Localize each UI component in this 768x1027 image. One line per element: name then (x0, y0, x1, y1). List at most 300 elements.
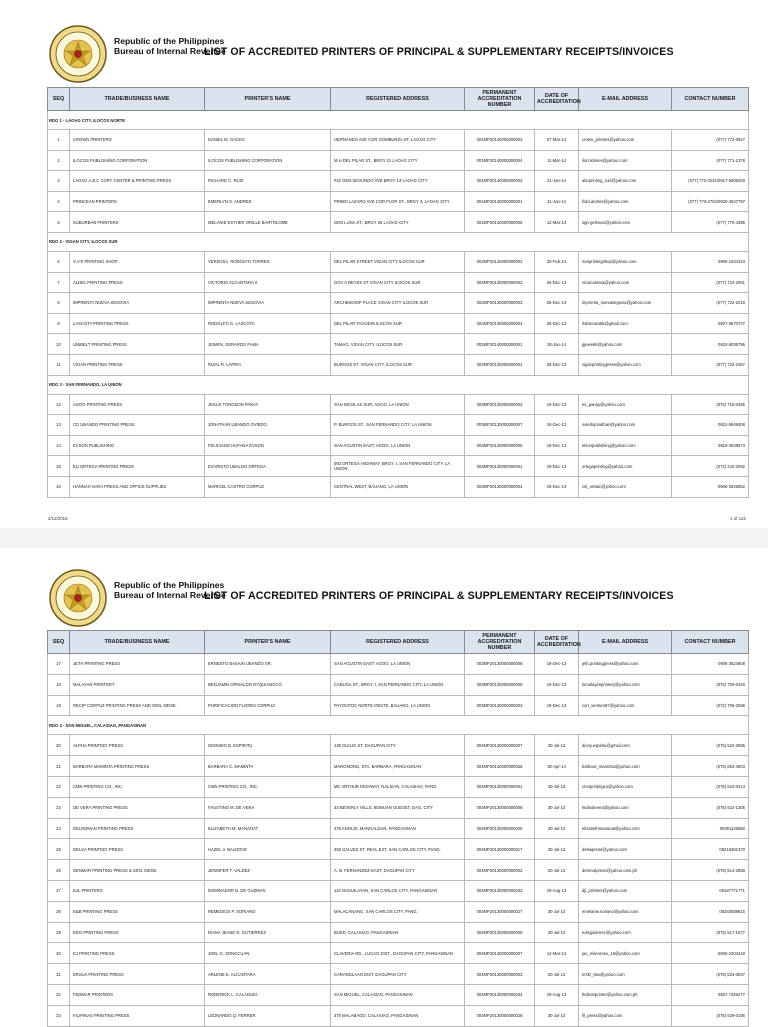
col-header-date: DATE OF ACCREDITATION (535, 631, 579, 654)
cell-email: es_panay@yahoo.com (579, 394, 672, 415)
col-header-accreditation: PERMANENT ACCREDITATION NUMBER (465, 631, 535, 654)
cell-address: 393 GALVEZ ST. REAL EXT. SAN CARLOS CITY, PANG. (331, 839, 465, 860)
cell-owner: HAZEL V. BALDOVE (205, 839, 331, 860)
cell-email: lumalayanprintery@yahoo.com (579, 674, 672, 695)
cell-address: BUED, CALASIAO, PANGASINAN (331, 922, 465, 943)
cell-accreditation: 004MP20130000000001 (465, 776, 535, 797)
cell-contact: (075) 653-4903 (672, 756, 749, 777)
cell-owner: REMEDIOS P. SORIANO (205, 901, 331, 922)
col-header-address: REGISTERED ADDRESS (331, 631, 465, 654)
cell-email: jan_milenrose_16@yahoo.com (579, 943, 672, 964)
cell-owner: IMPRENTA NUEVA SEGOVIA (205, 293, 331, 314)
table-row (48, 191, 749, 212)
cell-address: 093 ORTEGA HIGHWAY, BRGY. I, SAN FERNANDO CITY, LA UNION (331, 456, 465, 477)
cell-seq: 30 (48, 943, 70, 964)
cell-seq: 29 (48, 922, 70, 943)
cell-email: viganprintingpress@yahoo.com (579, 354, 672, 375)
cell-owner: ARLENE E. ALCANTARA (205, 964, 331, 985)
cell-email: delsapress@yahoo.com (579, 839, 672, 860)
cell-address: GOV A REYES ST VIGAN CITY ILOCOS SUR (331, 272, 465, 293)
cell-date: 30-Jul-13 (535, 860, 579, 881)
table-row (48, 922, 749, 943)
cell-name: LAOAG A.B.C COPY CENTER & PRINTING PRESS (70, 171, 205, 192)
cell-owner: DIONISIO B. ESPIRITU (205, 735, 331, 756)
cell-address: MARONONG, STA. BARBARA, PANGASINAN (331, 756, 465, 777)
cell-contact: (077) 773-2702/0920-4047797 (672, 191, 749, 212)
cell-name: ERSUA PRINTING PRESS (70, 964, 205, 985)
cell-seq: 28 (48, 901, 70, 922)
cell-seq: 13 (48, 415, 70, 436)
agency-line-2: Bureau of Internal Revenue (114, 590, 226, 600)
cell-address: HERNANDO AVE COR GOMBURZA ST. LAOAG CITY (331, 130, 465, 151)
table-row (48, 797, 749, 818)
cell-address: CENTRAL WEST, BAUANG, LA UNION (331, 476, 465, 497)
cell-address: DEL PILAR STREET VIGAN CITY ILOCOS SUR (331, 251, 465, 272)
cell-contact: (075) 517-1677 (672, 922, 749, 943)
cell-contact: 0932-5035795 (672, 334, 749, 355)
page-header (48, 568, 748, 628)
cell-email: cel_ortsac@yahoo.com (579, 476, 672, 497)
cell-email: diony.espiritu@gmail.com (579, 735, 672, 756)
cell-contact: (075) 514-2659 (672, 860, 749, 881)
table-row (48, 272, 749, 293)
table-row (48, 456, 749, 477)
cell-seq: 21 (48, 756, 70, 777)
cell-name: ALPHA PRINTING PRESS (70, 735, 205, 756)
cell-name: AGOO PRINTING PRESS (70, 394, 205, 415)
table-row (48, 415, 749, 436)
cell-contact: 09283058615 (672, 901, 749, 922)
cell-email: elsonpublishing@yahoo.com (579, 435, 672, 456)
footer-date: 2/12/2016 (48, 516, 68, 521)
cell-address: DEL PILAR TAGUDIN ILOCOS SUR (331, 313, 465, 334)
cell-accreditation: 003MP20130000000007 (465, 415, 535, 436)
cell-address: PAYOCPOC NORTE-OESTE, BAUANG, LA UNION (331, 695, 465, 716)
cell-email: corl_venture87@yahoo.com (579, 695, 672, 716)
region-row (48, 111, 749, 130)
cell-accreditation: 004MP20130000000007 (465, 735, 535, 756)
cell-owner: EMERLYN S. ANDRES (205, 191, 331, 212)
cell-contact: (077) 771-1378 (672, 150, 749, 171)
table-row (48, 654, 749, 675)
cell-owner: PURIFICACION FLORES CORPUZ (205, 695, 331, 716)
cell-address: SAN MIGUEL, CALASIAO, PANGASINAN (331, 984, 465, 1005)
document-title: LIST OF ACCREDITED PRINTERS OF PRINCIPAL & SUPPLEMENTARY RECEIPTS/INVOICES (204, 46, 674, 58)
cell-date: 11-Mar-14 (535, 150, 579, 171)
cell-seq: 17 (48, 654, 70, 675)
cell-seq: 1 (48, 130, 70, 151)
cell-accreditation: 004MP20130000000002 (465, 860, 535, 881)
cell-address: 130 GUILIG ST. DAGUPAN CITY (331, 735, 465, 756)
cell-accreditation: 003MP20130000000002 (465, 394, 535, 415)
cell-contact: 0906-2845852 (672, 476, 749, 497)
table-body (48, 654, 749, 1027)
cell-accreditation: 004MP20130000000009 (465, 922, 535, 943)
cell-email: edisgutierrez@yahoo.com (579, 922, 672, 943)
cell-contact: (077) 772-0231/0917-5506293 (672, 171, 749, 192)
cell-date: 30-Jul-13 (535, 776, 579, 797)
cell-date: 19-Dec-13 (535, 435, 579, 456)
cell-name: BARBARA MAMINTA PRINTING PRESS (70, 756, 205, 777)
table-header-row (48, 88, 749, 111)
cell-contact: (072) 242-3092 (672, 456, 749, 477)
cell-email: vicalcantara@yahoo.com (579, 272, 672, 293)
cell-name: VIGAN PRINTING PRESS (70, 354, 205, 375)
cell-address: TAMAG, VIGAN CITY, ILOCOS SUR (331, 334, 465, 355)
cell-contact: (077) 722-2051 (672, 272, 749, 293)
table-row (48, 860, 749, 881)
cell-date: 19-Dec-13 (535, 456, 579, 477)
cell-address: MALACANANG, SAN CARLOS CITY, PANG. (331, 901, 465, 922)
cell-owner: JOEL O. SONGCUAN (205, 943, 331, 964)
cell-date: 30-Jul-13 (535, 735, 579, 756)
cell-name: HANNAH SARA PRESS AND OFFICE SUPPLIES (70, 476, 205, 497)
cell-owner: VERZOSA, RODOLFO TORRES (205, 251, 331, 272)
cell-contact: 0919-4528673 (672, 435, 749, 456)
cell-name: DE VERA PRINTING PRESS (70, 797, 205, 818)
cell-contact: 09391126650 (672, 818, 749, 839)
col-header-accreditation: PERMANENT ACCREDITATION NUMBER (465, 88, 535, 111)
cell-seq: 22 (48, 776, 70, 797)
cell-owner: RODERICK L. CALAGUIO (205, 984, 331, 1005)
cell-owner: CMN PRINTING CO., INC. (205, 776, 331, 797)
cell-name: LASCOTA PRINTING PRESS (70, 313, 205, 334)
cell-contact: (077) 770-4395 (672, 212, 749, 233)
col-header-contact: CONTACT NUMBER (672, 631, 749, 654)
cell-owner: DOMINADOR B. DE GUZMAN (205, 880, 331, 901)
cell-date: 19-Dec-13 (535, 476, 579, 497)
cell-name: ILOCOS PUBLISHING CORPORATION (70, 150, 205, 171)
bir-seal-icon (48, 568, 108, 628)
cell-accreditation: 004MP20130000000034 (465, 984, 535, 1005)
table-row (48, 880, 749, 901)
table-row (48, 964, 749, 985)
col-header-contact: CONTACT NUMBER (672, 88, 749, 111)
cell-contact: 0906-3524808 (672, 654, 749, 675)
cell-seq: 14 (48, 435, 70, 456)
table-row (48, 435, 749, 456)
cell-date: 19-Dec-13 (535, 415, 579, 436)
cell-accreditation: 002MP20130000000001 (465, 354, 535, 375)
cell-seq: 2 (48, 150, 70, 171)
cell-accreditation: 002MP20130000000004 (465, 313, 535, 334)
cell-accreditation: 002MP20140000000001 (465, 334, 535, 355)
cell-date: 30-Jul-13 (535, 797, 579, 818)
cell-address: SAN NICOLAS SUR, AGOO, LA UNION (331, 394, 465, 415)
cell-owner: LEONARDO Q. FERRER (205, 1005, 331, 1026)
cell-date: 19-Dec-13 (535, 674, 579, 695)
cell-owner: VICTORIO ALCANTARA II (205, 272, 331, 293)
cell-seq: 9 (48, 313, 70, 334)
cell-contact: (072) 700-0416 (672, 674, 749, 695)
cell-email: fidel.andres@yahoo.com (579, 191, 672, 212)
cell-accreditation: 004MP20140000000037 (465, 943, 535, 964)
cell-address: 476 ANOLID, MANGALDAN, PANGASINAN (331, 818, 465, 839)
cell-accreditation: 004MP20130000000025 (465, 818, 535, 839)
table-header-row (48, 631, 749, 654)
cell-accreditation: 001MP20140000000004 (465, 150, 535, 171)
cell-name: IMPRENTA NUEVA SEGOVIA (70, 293, 205, 314)
cell-owner: BENJAMIN OPINALDO DYQUIANGCO (205, 674, 331, 695)
cell-owner: MARICEL CASTRO CORPUZ (205, 476, 331, 497)
cell-email: denmarpress@yahoo.com.ph (579, 860, 672, 881)
agency-line-1: Republic of the Philippines (114, 36, 225, 46)
cell-contact: (075) 522-1305 (672, 797, 749, 818)
cell-name: CD UBANDO PRINTING PRESS (70, 415, 205, 436)
cell-contact: 0906-1234323 (672, 251, 749, 272)
col-header-owner: PRINTER'S NAME (205, 88, 331, 111)
cell-contact: (075) 523-0637 (672, 964, 749, 985)
cell-name: CMN PRINTING CO., INC. (70, 776, 205, 797)
cell-email: crown_printers@yahoo.com (579, 130, 672, 151)
cell-address: PRIMO LAZARO AVE COR FLOR ST., BRGY 3, LAOAG CITY (331, 191, 465, 212)
cell-name: EDG PRINTING PRESS (70, 922, 205, 943)
cell-owner: JONATHAN UBANDO OVIEDO (205, 415, 331, 436)
cell-contact: (072) 710-0455 (672, 394, 749, 415)
document-title: LIST OF ACCREDITED PRINTERS OF PRINCIPAL & SUPPLEMENTARY RECEIPTS/INVOICES (204, 590, 674, 602)
cell-address: ARCHBISHOP PLACE VIGAN CITY ILOCOS SUR (331, 293, 465, 314)
cell-address: CARANGLAAN DIST. DAGUPAN CITY (331, 964, 465, 985)
table-row (48, 313, 749, 334)
table-row (48, 394, 749, 415)
table-row (48, 943, 749, 964)
table-row (48, 756, 749, 777)
cell-accreditation: 004MP20130000000026 (465, 1005, 535, 1026)
cell-owner: ILOCOS PUBLISHING CORPORATION (205, 150, 331, 171)
cell-email: gjewe66@yahoo.com (579, 334, 672, 355)
cell-name: CROWN PRINTERS (70, 130, 205, 151)
cell-accreditation: 004MP20130000000033 (465, 880, 535, 901)
cell-name: EU ORTEGA PRINTING PRESS (70, 456, 205, 477)
cell-owner: ERNESTO BASAIN UBANDO SR. (205, 654, 331, 675)
cell-email: rlslascota65@gmail.com (579, 313, 672, 334)
cell-date: 30-Jul-13 (535, 1005, 579, 1026)
cell-seq: 8 (48, 293, 70, 314)
cell-address: 370 MALABAGO, CALASIAO, PANGASINAN (331, 1005, 465, 1026)
region-label: RDO 2 - VIGAN CITY, ILOCOS SUR (48, 232, 749, 251)
bir-seal-icon (48, 24, 108, 84)
footer-page-number: 1 of 122 (730, 516, 746, 521)
cell-date: 30-Jul-13 (535, 818, 579, 839)
cell-name: EJ PRINTING PRESS (70, 943, 205, 964)
cell-accreditation: 004MP20130000000017 (465, 839, 535, 860)
cell-date: 20-Feb-14 (535, 251, 579, 272)
cell-contact: 0927-7326277 (672, 984, 749, 1005)
cell-date: 26-Dec-13 (535, 313, 579, 334)
cell-name: DJL PRINTERS (70, 880, 205, 901)
cell-email: spp-gerkano@yahoo.com (579, 212, 672, 233)
cell-owner: RICHARD C. RUIZ (205, 171, 331, 192)
cell-seq: 12 (48, 394, 70, 415)
cell-owner: FELICIANO HUFANA EVSON (205, 435, 331, 456)
cell-accreditation: 001MP20140000000003 (465, 130, 535, 151)
cell-seq: 31 (48, 964, 70, 985)
cell-accreditation: 001MP20140000000001 (465, 191, 535, 212)
cell-owner: JENNIFER T. VALDEZ (205, 860, 331, 881)
cell-accreditation: 003MP20130000000006 (465, 654, 535, 675)
cell-email: elizabethmanaoat@yahoo.com (579, 818, 672, 839)
cell-owner: JESUS TONGSON PANAY (205, 394, 331, 415)
cell-email: emelanie.soriano@yahoo.com (579, 901, 672, 922)
cell-email: oviedojonathan@yahoo.com (579, 415, 672, 436)
cell-seq: 33 (48, 1005, 70, 1026)
cell-date: 21-Jan-14 (535, 171, 579, 192)
col-header-name: TRADE/BUSINESS NAME (70, 631, 205, 654)
cell-email: fil_press@yahoo.com (579, 1005, 672, 1026)
cell-email: tsdmdevera@yahoo.com (579, 797, 672, 818)
cell-seq: 10 (48, 334, 70, 355)
cell-owner: ELIZABETH M. MANAOAT (205, 818, 331, 839)
cell-email: fedmarprinter@yahoo.com.ph (579, 984, 672, 1005)
cell-address: BURGOS ST. VIGAN CITY, ILOCOS SUR (331, 354, 465, 375)
cell-address: A. B. FERNANDEZ EAST, DAGUPAN CITY (331, 860, 465, 881)
cell-date: 28-Jan-14 (535, 334, 579, 355)
cell-date: 19-Dec-13 (535, 654, 579, 675)
cell-date: 19-Dec-13 (535, 695, 579, 716)
cell-email: djl_printers@yahoo.com (579, 880, 672, 901)
cell-email: cmnprintingco@yahoo.com (579, 776, 672, 797)
region-row (48, 232, 749, 251)
cell-contact: (077) 722-2018 (672, 293, 749, 314)
cell-contact: (077) 722-2387 (672, 354, 749, 375)
table-row (48, 251, 749, 272)
cell-date: 30-Jul-13 (535, 901, 579, 922)
printers-table (47, 87, 749, 498)
cell-seq: 23 (48, 797, 70, 818)
cell-seq: 3 (48, 171, 70, 192)
cell-email: abcprinting_ruiz@yahoo.com (579, 171, 672, 192)
table-body (48, 111, 749, 498)
cell-address: #22 GEN.SEGUNDO AVE BRGY 13 LAOAG CITY (331, 171, 465, 192)
cell-name: SUBURBAN PRINTERS (70, 212, 205, 233)
cell-seq: 18 (48, 674, 70, 695)
cell-email: ilocostimes@yahoo.com (579, 150, 672, 171)
cell-seq: 4 (48, 191, 70, 212)
table-row (48, 150, 749, 171)
col-header-email: E-MAIL ADDRESS (579, 88, 672, 111)
cell-seq: 15 (48, 456, 70, 477)
cell-date: 19-Dec-13 (535, 394, 579, 415)
cell-accreditation: 002MP20130000000002 (465, 272, 535, 293)
table-row (48, 776, 749, 797)
table-row (48, 984, 749, 1005)
cell-contact: 09215461370 (672, 839, 749, 860)
cell-email: imprenta_nuevasegovia@yahoo.com (579, 293, 672, 314)
cell-contact: (072) 705-2586 (672, 695, 749, 716)
cell-seq: 19 (48, 695, 70, 716)
table-row (48, 901, 749, 922)
table-row (48, 839, 749, 860)
cell-contact: (075) 529-0195 (672, 1005, 749, 1026)
page-header (48, 24, 748, 84)
cell-owner: EVARISTO UBALDO ORTEGA (205, 456, 331, 477)
region-row (48, 375, 749, 394)
cell-email: Svsprintingshop@yahoo.com (579, 251, 672, 272)
table-row (48, 476, 749, 497)
table-row (48, 334, 749, 355)
cell-seq: 16 (48, 476, 70, 497)
cell-date: 26-Dec-13 (535, 354, 579, 375)
col-header-owner: PRINTER'S NAME (205, 631, 331, 654)
cell-accreditation: 001MP20140000000005 (465, 212, 535, 233)
cell-name: E&B PRINTING PRESS (70, 901, 205, 922)
cell-date: 26-Dec-13 (535, 293, 579, 314)
cell-contact: 0921-6949408 (672, 415, 749, 436)
cell-name: JETH PRINTING PRESS (70, 654, 205, 675)
region-label: RDO 3 - SAN FERNANDO, LA UNION (48, 375, 749, 394)
cell-owner: DIANA JEANE D. GUTIERREZ (205, 922, 331, 943)
cell-address: SAN AGUSTIN EAST, AGOO, LA UNION (331, 435, 465, 456)
cell-name: DELSA PRINTING PRESS (70, 839, 205, 860)
cell-address: M.H.DEL PILAR ST., BRGY 21 LAOAG CITY (331, 150, 465, 171)
table-row (48, 212, 749, 233)
cell-owner: DANIEL M. GACES (205, 130, 331, 151)
cell-date: 07-Mar-14 (535, 130, 579, 151)
cell-owner: RODOLFO G. LASCOTA (205, 313, 331, 334)
cell-contact: 09187771771 (672, 880, 749, 901)
cell-name: S.V'S PRINTING SHOP (70, 251, 205, 272)
cell-seq: 6 (48, 251, 70, 272)
table-row (48, 354, 749, 375)
cell-contact: (077) 772-0927 (672, 130, 749, 151)
table-row (48, 735, 749, 756)
col-header-date: DATE OF ACCREDITATION (535, 88, 579, 111)
table-row (48, 1005, 749, 1026)
cell-accreditation: 004MP20130000000027 (465, 901, 535, 922)
cell-email: barbara_maminta@yahoo.com (579, 756, 672, 777)
document-page-2 (0, 548, 768, 1024)
cell-date: 30-Apr-14 (535, 756, 579, 777)
cell-accreditation: 003MP20130000000003 (465, 695, 535, 716)
cell-address: GEN LUNA ST., BRGY 25 LAOAG CITY (331, 212, 465, 233)
cell-name: MALAYAN PRINTERY (70, 674, 205, 695)
cell-owner: FAUSTINO M. DE VERA (205, 797, 331, 818)
cell-date: 19-Aug-13 (535, 880, 579, 901)
cell-date: 30-Jul-13 (535, 839, 579, 860)
cell-contact: (075) 522-0314 (672, 776, 749, 797)
cell-owner: BARBARA C. MAMINTA (205, 756, 331, 777)
cell-contact: 0905-2204419 (672, 943, 749, 964)
cell-name: ALDEL PRINTING PRESS (70, 272, 205, 293)
page-separator (0, 528, 768, 548)
cell-accreditation: 003MP20130000000004 (465, 476, 535, 497)
cell-name: DELROMAN PRINTING PRESS (70, 818, 205, 839)
table-row (48, 674, 749, 695)
cell-contact: (075) 522-2595 (672, 735, 749, 756)
cell-date: 30-Jul-13 (535, 964, 579, 985)
cell-email: ortegaprinting@yahoo.com (579, 456, 672, 477)
table-row (48, 171, 749, 192)
cell-name: FEDMAR PRINTERS (70, 984, 205, 1005)
col-header-email: E-MAIL ADDRESS (579, 631, 672, 654)
cell-name: DENMAR PRINTING PRESS & GEN. MDSE. (70, 860, 205, 881)
cell-owner: JEWEN, GERARDO FAMA (205, 334, 331, 355)
cell-date: 30-Jul-13 (535, 922, 579, 943)
cell-accreditation: 004MP20140000000038 (465, 756, 535, 777)
cell-email: ersfz_tlav@yahoo.com (579, 964, 672, 985)
cell-seq: 5 (48, 212, 70, 233)
cell-date: 19-Aug-13 (535, 984, 579, 1005)
cell-address: P. BURGOS ST., SAN FERNANDO CITY, LA UNION (331, 415, 465, 436)
region-label: RDO 4 - SAN MIGUEL, CALASIAO, PANGASINAN (48, 716, 749, 735)
agency-line-2: Bureau of Internal Revenue (114, 46, 226, 56)
cell-seq: 24 (48, 818, 70, 839)
table-row (48, 293, 749, 314)
cell-seq: 27 (48, 880, 70, 901)
region-row (48, 716, 749, 735)
cell-accreditation: 002MP20140000000002 (465, 251, 535, 272)
cell-address: MC ARTHUR HIGHWAY, NALSIAN, CALASIAO, PANG. (331, 776, 465, 797)
